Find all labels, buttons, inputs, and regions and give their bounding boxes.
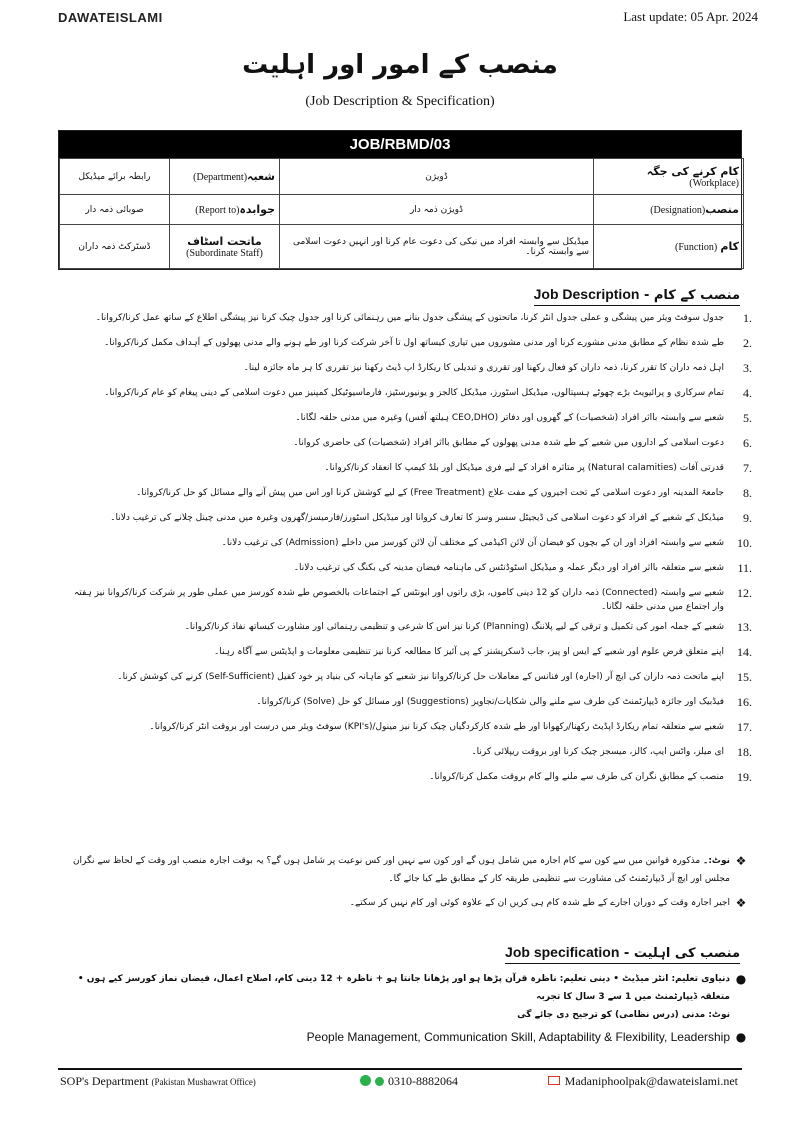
label-report-to: جوابدہ(Report to) bbox=[170, 195, 280, 225]
spec-item: ● People Management, Communication Skill, Adaptability & Flexibility, Leadership bbox=[62, 1028, 752, 1046]
diamond-bullet-icon: ❖ bbox=[735, 896, 747, 910]
list-item: 9. میڈیکل کے شعبے کے افراد کو دعوت اسلامی کی ڈیجیٹل سسر وسز کا تعارف کروانا اور میڈیکل اسٹورز/فارمیسز/گھروں وغیرہ میں مدنی چینل چلانے کی ترغیب دلانا۔ bbox=[110, 511, 752, 525]
list-item: 6. دعوت اسلامی کے اداروں میں شعبے کے طے شدہ مدنی پھولوں کے مطابق بااثر افراد (شخصیات) کی حاضری کروانا۔ bbox=[293, 436, 752, 450]
page-title-urdu: منصب کے امور اور اہلیت bbox=[242, 50, 558, 80]
value-designation: ڈویژن ذمہ دار bbox=[280, 195, 594, 225]
list-item: 2. طے شدہ نظام کے مطابق مدنی مشورے کرنا اور مدنی مشوروں میں تیاری کیساتھ اول تا آخر شرکت کرنا اور طے ہونے والے مدنی پھولوں کے اَہداف مکمل کرنا/کروانا۔ bbox=[104, 336, 752, 350]
label-function: کام (Function) bbox=[594, 225, 744, 269]
job-details-table bbox=[59, 158, 744, 269]
list-item: 13. شعبے کے جملہ امور کی تکمیل و ترقی کے لیے پلاننگ (Planning) کرنا نیز اس کا شرعی و تنظیمی رہنمائی اور مشاورت کیساتھ نفاذ کرنا/کروانا۔ bbox=[184, 620, 752, 634]
label-workplace: کام کرنے کی جگہ (Workplace) bbox=[594, 159, 744, 195]
mail-icon bbox=[548, 1076, 560, 1085]
list-item: 19. منصب کے مطابق نگران کی طرف سے ملنے والے کام بروقت مکمل کرنا/کروانا۔ bbox=[429, 770, 752, 784]
list-item: 15. اپنے ماتحت ذمہ داران کی ایچ آر (اجارہ) اور فنانس کے معاملات حل کرنا/کروانا نیز شعبے کو ماہانہ کی بنیاد پر خود کفیل (Self-Sufficient) کرنے کی کوشش کرنا۔ bbox=[117, 670, 752, 684]
phone-icon bbox=[375, 1077, 384, 1086]
list-item: 16. فیڈبیک اور جائزہ ڈیپارٹمنٹ کی طرف سے ملنے والی شکایات/تجاویز (Suggestions) اور مسائل کو حل (Solve) کرنا/کروانا۔ bbox=[256, 695, 752, 709]
diamond-bullet-icon: ❖ bbox=[735, 854, 747, 868]
value-workplace: ڈویژن bbox=[280, 159, 594, 195]
footer-phone[interactable]: 0310-8882064 bbox=[360, 1074, 458, 1089]
list-item: 12. شعبے سے وابستہ (Connected) ذمہ داران کو 12 دینی کاموں، بڑی راتوں اور ایونٹس کے اجتماعات بالخصوص طے شدہ کورسز میں عملی طور پر شرکت کرنا/کروانا نیز ہفتہ وار اجتماع میں مدنی حلقہ لگانا۔ bbox=[73, 586, 752, 612]
list-item: 8. جامعۃ المدینہ اور دعوت اسلامی کے تحت اجیروں کے مفت علاج (Free Treatment) کے لیے کوشش کرنا اور اس میں پیش آنے والے مسائل کو حل کرنا/کروانا۔ bbox=[136, 486, 752, 500]
list-item: 5. شعبے سے وابستہ بااثر افراد (شخصیات) کے گھروں اور دفاتر (CEO,DHO ہیلتھ آفس) وغیرہ میں مدنی حلقہ لگانا۔ bbox=[295, 411, 752, 425]
footer bbox=[0, 1068, 800, 1092]
bullet-icon: ● bbox=[735, 972, 747, 986]
subvalue-subordinate: ڈسٹرکٹ ذمہ داران bbox=[60, 225, 170, 269]
job-description-list bbox=[62, 311, 752, 795]
label-subordinate: ماتحت اسٹاف (Subordinate Staff) bbox=[170, 225, 280, 269]
label-designation: منصب(Designation) bbox=[594, 195, 744, 225]
whatsapp-icon bbox=[360, 1075, 371, 1086]
notes-list bbox=[62, 852, 752, 918]
footer-divider bbox=[58, 1068, 742, 1070]
list-item: 4. تمام سرکاری و پرائیویٹ بڑے چھوٹے ہسپتالوں، میڈیکل اسٹورز، میڈیکل کالجز و یونیورسٹیز، فارماسیوٹیکل کمپنیز میں دعوت اسلامی کے دینی پیغام کو عام کرنا/کروانا۔ bbox=[104, 386, 752, 400]
page-title-english: (Job Description & Specification) bbox=[305, 94, 495, 109]
table-row bbox=[60, 159, 744, 195]
top-bar bbox=[0, 0, 800, 32]
subvalue-department: رابطہ برائے میڈیکل bbox=[60, 159, 170, 195]
table-row bbox=[60, 225, 744, 269]
value-function: میڈیکل سے وابستہ افراد میں نیکی کی دعوت عام کرنا اور انہیں دعوت اسلامی سے وابستہ کرنا۔ bbox=[280, 225, 594, 269]
spec-item: ● دنیاوی تعلیم: انٹر میڈیٹ • دینی تعلیم: ناظرہ قرآن پڑھا ہو اور پڑھانا جانتا ہو + ناظرہ + 12 دینی کام، اصلاح اعمال، فیضان نماز کورسز کیے ہوں • متعلقہ ڈیپارٹمنٹ میں 1 سے 3 سال کا تجربہ نوٹ: مدنی (درس نظامی) کو ترجیح دی جائے گی bbox=[62, 970, 752, 1024]
last-update: Last update: 05 Apr. 2024 bbox=[623, 9, 758, 24]
list-item: 1. جدول سوفٹ ویئر میں پیشگی و عملی جدول انٹر کرنا، ماتحتوں کے پیشگی جدول بنانے میں رہنمائی کرنا اور جدول چیک کرنا نیز پیشگی اطلاع کے ساتھ عمل کرنا/کروانا۔ bbox=[95, 311, 752, 325]
job-code: JOB/RBMD/03 bbox=[59, 131, 741, 158]
job-box bbox=[58, 130, 742, 270]
list-item: 10. شعبے سے وابستہ افراد اور ان کے بچوں کو فیضان آن لائن اکیڈمی کے مختلف آن لائن کورسز میں داخلے (Admission) کی ترغیب دلانا۔ bbox=[221, 536, 752, 550]
bullet-icon: ● bbox=[735, 1030, 747, 1044]
note-item: ❖ اجیر اجارہ وقت کے دوران اجارے کے طے شدہ کام ہی کریں ان کے علاوہ کوئی اور کام نہیں کر سکتے۔ bbox=[62, 894, 752, 912]
list-item: 7. قدرتی آفات (Natural calamities) پر متاثرہ افراد کے لیے فری میڈیکل اور بلڈ کیمپ کا انعقاد کرنا/کروانا۔ bbox=[324, 461, 752, 475]
list-item: 3. اہل ذمہ داران کا تقرر کرنا، ذمہ داران کو فعال رکھنا اور تقرری و تبدیلی کا ریکارڈ اپ ڈیٹ رکھنا نیز تقرری کا ہر ماہ جائزہ لینا۔ bbox=[243, 361, 752, 375]
note-item: ❖ نوٹ:۔ مذکورہ قوانین میں سے کون سے کام اجارہ میں شامل ہوں گے اور کون سے نہیں اور کس نوعیت پر شامل ہوں گے؟ یہ بوقت اجارہ منصب اور وقت کے لحاظ سے نگران مجلس اور ایچ آر ڈیپارٹمنٹ کی مشاورت سے تنظیمی طریقہ کار کے مطابق طے کیا جائے گا۔ bbox=[62, 852, 752, 888]
list-item: 11. شعبے سے متعلقہ بااثر افراد اور دیگر عملہ و میڈیکل اسٹوڈنٹس کی ماہنامہ فیضان مدینہ کی بکنگ کی ترغیب دلانا۔ bbox=[293, 561, 752, 575]
footer-department: SOP's Department (Pakistan Mushawrat Office) bbox=[60, 1074, 256, 1088]
table-row bbox=[60, 195, 744, 225]
list-item: 18. ای میلز، واٹس ایپ، کالز، میسجز چیک کرنا اور بروقت ریپلائی کرنا۔ bbox=[471, 745, 752, 759]
list-item: 17. شعبے سے متعلقہ تمام ریکارڈ اپڈیٹ رکھنا/رکھوانا اور طے شدہ کارکردگیاں چیک کرنا نیز مینول/(KPI's) سوفٹ ویئر میں درست اور بروقت انٹر کرنا/کروانا۔ bbox=[149, 720, 752, 734]
job-specification-heading: منصب کی اہلیت - Job specification bbox=[505, 944, 740, 964]
subvalue-report-to: صوبائی ذمہ دار bbox=[60, 195, 170, 225]
label-department: شعبہ(Department) bbox=[170, 159, 280, 195]
job-description-heading: منصب کے کام - Job Description bbox=[534, 286, 740, 306]
footer-email[interactable]: Madaniphoolpak@dawateislami.net bbox=[548, 1074, 738, 1089]
dawateislami-logo: DAWATEISLAMI bbox=[58, 10, 163, 25]
list-item: 14. اپنے متعلق فرض علوم اور شعبے کے ایس او پیز، جاب ڈسکرپشنز کے پی آئیز کا مطالعہ کرنا نیز تنظیمی معلومات و اپڈیٹس سے آگاہ رہنا۔ bbox=[214, 645, 752, 659]
job-specification-list bbox=[62, 970, 752, 1050]
